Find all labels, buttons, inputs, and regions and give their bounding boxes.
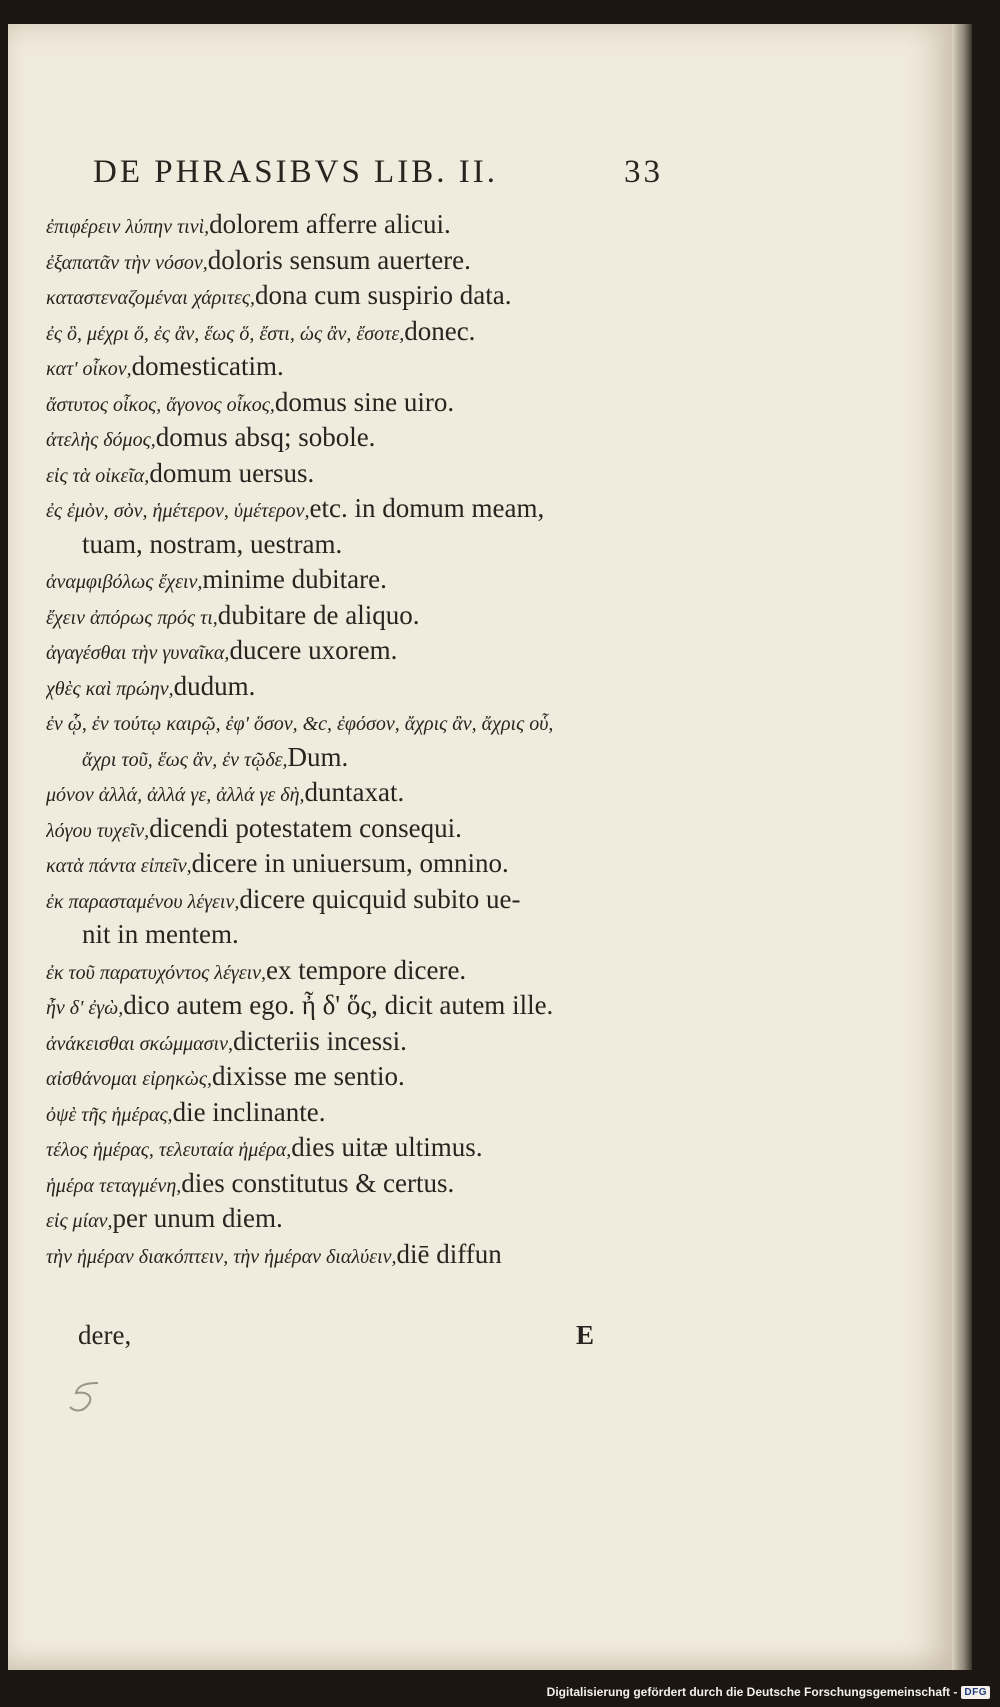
latin-translation: etc. in domum meam, (309, 493, 545, 523)
greek-phrase: λόγου τυχεῖν, (46, 819, 150, 842)
greek-phrase: ἐπιφέρειν λύπην τινὶ, (46, 216, 210, 238)
latin-translation: dicere quicquid subito ue- (239, 883, 521, 914)
greek-phrase: ἐκ τοῦ παρατυχόντος λέγειν, (46, 961, 267, 984)
pencil-mark-icon (68, 1379, 108, 1419)
latin-translation: domus absq; sobole. (155, 422, 376, 452)
latin-translation: dicere in uniuersum, omnino. (191, 848, 509, 878)
greek-phrase: εἰς τὰ οἰκεῖα, (46, 464, 150, 487)
page-number: 33 (624, 154, 663, 190)
text-line (46, 1237, 686, 1273)
latin-translation: dies uitæ ultimus. (291, 1132, 483, 1162)
text-line (46, 882, 686, 918)
text-line (46, 775, 686, 811)
text-line (46, 456, 686, 492)
latin-translation: donec. (404, 315, 476, 346)
latin-translation: domus sine uiro. (274, 386, 455, 417)
latin-translation: doloris sensum auertere. (207, 244, 471, 275)
text-line (46, 420, 686, 456)
latin-translation: domum uersus. (149, 457, 315, 488)
latin-translation: ducere uxorem. (229, 635, 398, 665)
text-line (46, 527, 686, 563)
text-block (46, 207, 686, 1272)
text-line (46, 1095, 686, 1131)
latin-translation: domesticatim. (131, 351, 284, 381)
text-line (46, 207, 686, 243)
text-line (46, 1024, 686, 1060)
viewer-footer (0, 1670, 1000, 1707)
latin-translation: duntaxat. (304, 777, 405, 807)
text-line (46, 1166, 686, 1202)
greek-phrase: χθὲς καὶ πρώην, (46, 677, 174, 700)
running-header (93, 154, 663, 194)
greek-phrase: τὴν ἡμέραν διακόπτειν, τὴν ἡμέραν διαλύειν, (46, 1245, 397, 1268)
text-line (46, 243, 686, 279)
latin-translation: dubitare de aliquo. (217, 599, 420, 630)
book-page (8, 24, 952, 1670)
latin-translation: diē diffun (396, 1238, 502, 1269)
greek-phrase: ἄστυτος οἶκος, ἄγονος οἶκος, (46, 393, 275, 416)
greek-phrase: μόνον ἀλλά, ἀλλά γε, ἀλλά γε δὴ, (46, 784, 305, 806)
funding-credit (547, 1685, 990, 1699)
text-line (46, 704, 686, 740)
text-line (46, 278, 686, 314)
text-line (46, 846, 686, 882)
text-line (46, 1059, 686, 1095)
greek-phrase: ἐκ παρασταμένου λέγειν, (46, 890, 240, 913)
greek-phrase: ἐν ᾧ, ἐν τούτῳ καιρῷ, ἐφ' ὅσον, &c, ἐφόσον, ἄχρις ἂν, ἄχρις οὗ, (46, 713, 554, 735)
greek-phrase: ἡμέρα τεταγμένη, (46, 1174, 182, 1197)
greek-phrase: κατ' οἶκον, (46, 358, 132, 380)
text-line (46, 491, 686, 527)
latin-translation: die inclinante. (172, 1096, 326, 1127)
text-line (46, 598, 686, 634)
latin-translation: nit in mentem. (82, 919, 239, 949)
text-line (46, 811, 686, 847)
running-title: DE PHRASIBVS LIB. II. (93, 154, 498, 190)
greek-phrase: τέλος ἡμέρας, τελευταία ἡμέρα, (46, 1139, 292, 1161)
latin-translation: dies constitutus & certus. (181, 1167, 455, 1198)
text-line (46, 385, 686, 421)
latin-translation: Dum. (287, 741, 349, 772)
greek-phrase: ἐξαπατᾶν τὴν νόσον, (46, 251, 208, 274)
greek-phrase: ἐς ὃ, μέχρι ὅ, ἐς ἂν, ἕως ὅ, ἔστι, ὡς ἂν, ἔσοτε, (46, 322, 405, 345)
text-line (46, 669, 686, 705)
text-line (46, 1130, 686, 1166)
greek-phrase: ἀτελὴς δόμος, (46, 429, 156, 451)
text-line (46, 740, 686, 776)
latin-translation: dona cum suspirio data. (255, 280, 512, 310)
page-footer (78, 1320, 618, 1360)
latin-translation: tuam, nostram, uestram. (82, 528, 343, 559)
greek-phrase: ἐς ἐμὸν, σὸν, ἡμέτερον, ὑμέτερον, (46, 500, 310, 522)
latin-translation: dudum. (173, 670, 256, 701)
latin-translation: dixisse me sentio. (212, 1061, 405, 1091)
greek-phrase: εἰς μίαν, (46, 1210, 113, 1232)
latin-translation: dicteriis incessi. (232, 1025, 407, 1056)
greek-phrase: ἔχειν ἀπόρως πρός τι, (46, 606, 218, 629)
latin-translation: dolorem afferre alicui. (209, 209, 451, 239)
text-line (46, 633, 686, 669)
latin-translation: per unum diem. (112, 1203, 283, 1233)
latin-translation: dico autem ego. ἦ δ' ὅς, dicit autem ille. (123, 990, 554, 1020)
greek-phrase: καταστεναζομέναι χάριτες, (46, 287, 256, 309)
text-line (46, 314, 686, 350)
text-line (46, 953, 686, 989)
greek-phrase: ἦν δ' ἐγὼ, (46, 997, 124, 1019)
credit-text: Digitalisierung gefördert durch die Deutsche Forschungsgemeinschaft - (546, 1685, 958, 1699)
text-line (46, 562, 686, 598)
dfg-logo-icon: DFG (961, 1686, 990, 1699)
book-spine-edge (952, 24, 972, 1670)
latin-translation: ex tempore dicere. (266, 954, 467, 985)
greek-phrase: ἀναμφιβόλως ἔχειν, (46, 571, 203, 593)
catchword: dere, (78, 1320, 132, 1350)
signature-mark: E (576, 1320, 595, 1350)
greek-phrase: ἀγαγέσθαι τὴν γυναῖκα, (46, 642, 230, 664)
greek-phrase: ὀψὲ τῆς ἡμέρας, (46, 1103, 173, 1126)
greek-phrase: αἰσθάνομαι εἰρηκὼς, (46, 1068, 213, 1090)
latin-translation: minime dubitare. (202, 564, 387, 594)
greek-phrase: ἄχρι τοῦ, ἕως ἂν, ἐν τῷδε, (82, 748, 288, 771)
latin-translation: dicendi potestatem consequi. (149, 812, 462, 843)
text-line (46, 917, 686, 953)
greek-phrase: κατὰ πάντα εἰπεῖν, (46, 855, 192, 877)
greek-phrase: ἀνάκεισθαι σκώμμασιν, (46, 1032, 233, 1055)
text-line (46, 1201, 686, 1237)
text-line (46, 988, 686, 1024)
text-line (46, 349, 686, 385)
